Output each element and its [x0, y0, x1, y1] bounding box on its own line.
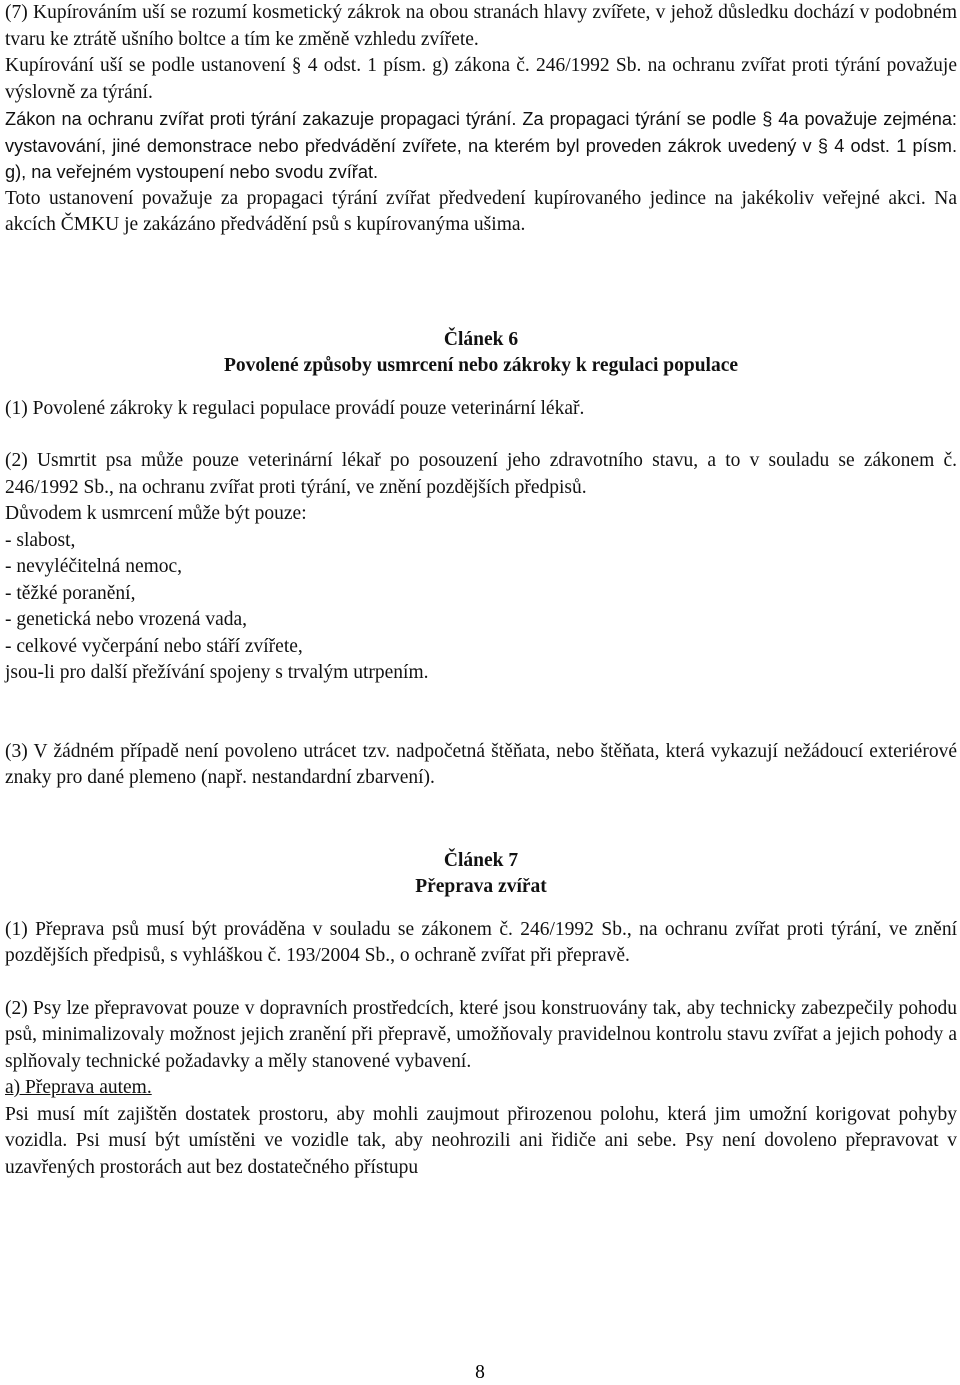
list-item: - slabost,	[5, 529, 76, 551]
paragraph-7-propaganda: Zákon na ochranu zvířat proti týrání zakazuje propagaci týrání. Za propagaci týrání se podle § 4a považuje zejména: vystavování, jiné demonstrace nebo předvádění zvířete, na kterém byl proveden zákrok uvedený v § 4 odst. 1 písm. g), na veřejném vystoupení nebo svodu zvířat.	[5, 109, 957, 182]
article-6-paragraph-3: (3) V žádném případě není povoleno utrácet tzv. nadpočetná štěňata, nebo štěňata, která vykazují nežádoucí exteriérové znaky pro dané plemeno (např. nestandardní zbarvení).	[5, 740, 957, 788]
article-6-title: Článek 6	[443, 328, 519, 350]
page-number: 8	[475, 1362, 485, 1383]
article-6-paragraph-2: (2) Usmrtit psa může pouze veterinární lékař po posouzení jeho zdravotního stavu, a to v souladu se zákonem č. 246/1992 Sb., na ochranu zvířat proti týrání, ve znění pozdějších předpisů.	[5, 450, 957, 498]
article-7-subtitle: Přeprava zvířat	[415, 876, 547, 897]
list-item: - těžké poranění,	[5, 582, 136, 604]
article-7-title: Článek 7	[443, 849, 519, 871]
article-6-reasons-intro: Důvodem k usmrcení může být pouze:	[5, 503, 307, 524]
paragraph-7-cmku: Toto ustanovení považuje za propagaci týrání zvířat předvedení kupírovaného jedince na jakékoliv veřejné akci. Na akcích ČMKU je zakázáno předvádění psů s kupírovanýma ušima.	[5, 187, 957, 235]
article-6-reasons-end: jsou-li pro další přežívání spojeny s trvalým utrpením.	[5, 662, 429, 683]
article-6-subtitle: Povolené způsoby usmrcení nebo zákroky k regulaci populace	[223, 355, 739, 376]
article-7-subsection-a-title: a) Přeprava autem.	[5, 1077, 152, 1098]
article-6-paragraph-1: (1) Povolené zákroky k regulaci populace provádí pouze veterinární lékař.	[5, 397, 585, 419]
list-item: - celkové vyčerpání nebo stáří zvířete,	[5, 635, 303, 657]
list-item: - genetická nebo vrozená vada,	[5, 609, 247, 630]
article-7-paragraph-1: (1) Přeprava psů musí být prováděna v souladu se zákonem č. 246/1992 Sb., na ochranu zvířat proti týrání, ve znění pozdějších předpisů, s vyhláškou č. 193/2004 Sb., o ochraně zvířat při přepravě.	[5, 918, 957, 966]
article-7-paragraph-2: (2) Psy lze přepravovat pouze v dopravních prostředcích, které jsou konstruovány tak, aby technicky zabezpečily pohodu psů, minimalizovaly možnost jejich zranění při přepravě, umožňovaly pravidelnou kontrolu stavu zvířat a jejich pohody a splňovaly technické požadavky a měly stanovené vybavení.	[5, 997, 957, 1072]
paragraph-7-legal: Kupírování uší se podle ustanovení § 4 odst. 1 písm. g) zákona č. 246/1992 Sb. na ochranu zvířat proti týrání považuje výslovně za týrání.	[5, 55, 957, 103]
document-page	[5, 0, 957, 1181]
paragraph-7-definition: (7) Kupírováním uší se rozumí kosmetický zákrok na obou stranách hlavy zvířete, v jehož důsledku dochází v podobném tvaru ke ztrátě ušního boltce a tím ke změně vzhledu zvířete.	[5, 2, 957, 50]
list-item: - nevyléčitelná nemoc,	[5, 556, 183, 577]
article-7-subsection-a-text: Psi musí mít zajištěn dostatek prostoru, aby mohli zaujmout přirozenou polohu, která jim umožní korigovat pohyby vozidla. Psi musí být umístěni ve vozidle tak, aby neohrozili ani řidiče ani sebe. Psy není dovoleno přepravovat v uzavřených prostorách aut bez dostatečného přístupu	[5, 1103, 957, 1178]
reasons-list	[5, 528, 957, 661]
